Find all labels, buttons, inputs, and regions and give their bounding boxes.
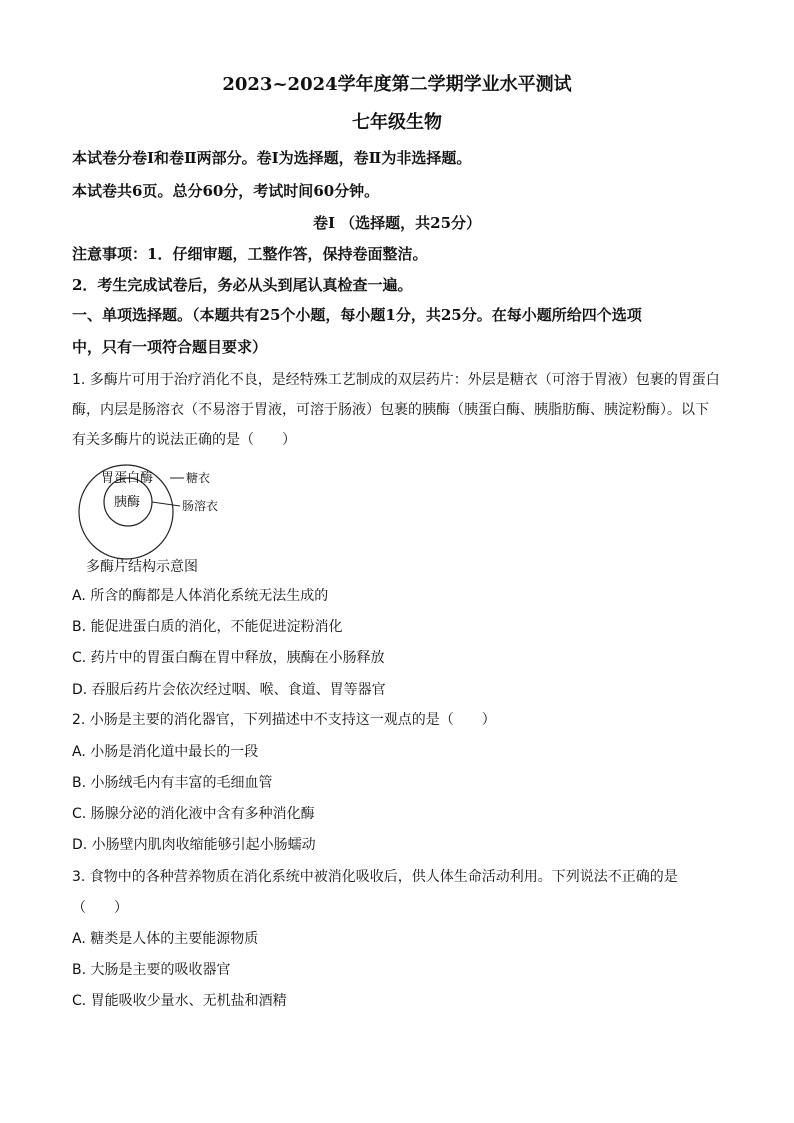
q1-option-a[interactable]: A. 所含的酶都是人体消化系统无法生成的 [72, 588, 329, 604]
q2-stem-line-1: 2. 小肠是主要的消化器官，下列描述中不支持这一观点的是（ ） [72, 712, 496, 728]
q3-option-a[interactable]: A. 糖类是人体的主要能源物质 [72, 931, 259, 947]
pointer-line-enteric [152, 502, 180, 506]
q3-option-c[interactable]: C. 胃能吸收少量水、无机盐和酒精 [72, 993, 287, 1009]
note-1: 注意事项：1．仔细审题，工整作答，保持卷面整洁。 [72, 245, 428, 263]
q1-stem-line-1: 1. 多酶片可用于治疗消化不良，是经特殊工艺制成的双层药片：外层是糖衣（可溶于胃液）包裹的胃蛋白 [72, 372, 720, 388]
q3-stem-line-1: 3. 食物中的各种营养物质在消化系统中被消化吸收后，供人体生命活动利用。下列说法不正确的是 [72, 869, 678, 885]
q2-option-b[interactable]: B. 小肠绒毛内有丰富的毛细血管 [72, 775, 273, 791]
q1-stem-line-2: 酶，内层是肠溶衣（不易溶于胃液，可溶于肠液）包裹的胰酶（胰蛋白酶、胰脂肪酶、胰淀粉酶）。以下 [72, 402, 709, 418]
note-2: 2．考生完成试卷后，务必从头到尾认真检查一遍。 [72, 276, 413, 294]
pointer-label-sugar: 糖衣 [186, 471, 211, 485]
pointer-label-enteric: 肠溶衣 [182, 499, 219, 513]
exam-title: 2023~2024学年度第二学期学业水平测试 [222, 74, 572, 95]
exam-subtitle: 七年级生物 [352, 112, 442, 133]
part-heading-line-2: 中，只有一项符合题目要求） [72, 338, 268, 356]
q2-option-c[interactable]: C. 肠腺分泌的消化液中含有多种消化酶 [72, 806, 315, 822]
section-heading: 卷Ⅰ （选择题，共25分） [312, 214, 482, 232]
q1-stem-line-3: 有关多酶片的说法正确的是（ ） [72, 432, 296, 448]
intro-line-1: 本试卷分卷Ⅰ和卷Ⅱ两部分。卷Ⅰ为选择题，卷Ⅱ为非选择题。 [72, 149, 472, 167]
q1-option-b[interactable]: B. 能促进蛋白质的消化，不能促进淀粉消化 [72, 619, 343, 635]
q1-option-c[interactable]: C. 药片中的胃蛋白酶在胃中释放，胰酶在小肠释放 [72, 650, 385, 666]
q1-option-d[interactable]: D. 吞服后药片会依次经过咽、喉、食道、胃等器官 [72, 682, 386, 698]
q2-option-a[interactable]: A. 小肠是消化道中最长的一段 [72, 744, 259, 760]
q3-stem-line-2: （ ） [72, 900, 128, 916]
part-heading-line-1: 一、单项选择题。（本题共有25个小题，每小题1分，共25分。在每小题所给四个选项 [72, 306, 642, 324]
inner-label: 胰酶 [114, 495, 141, 510]
intro-line-2: 本试卷共6页。总分60分，考试时间60分钟。 [72, 182, 380, 200]
q2-option-d[interactable]: D. 小肠壁内肌肉收缩能够引起小肠蠕动 [72, 837, 316, 853]
q3-option-b[interactable]: B. 大肠是主要的吸收器官 [72, 962, 231, 978]
figure-caption: 多酶片结构示意图 [86, 559, 198, 575]
outer-label: 胃蛋白酶 [101, 471, 154, 486]
